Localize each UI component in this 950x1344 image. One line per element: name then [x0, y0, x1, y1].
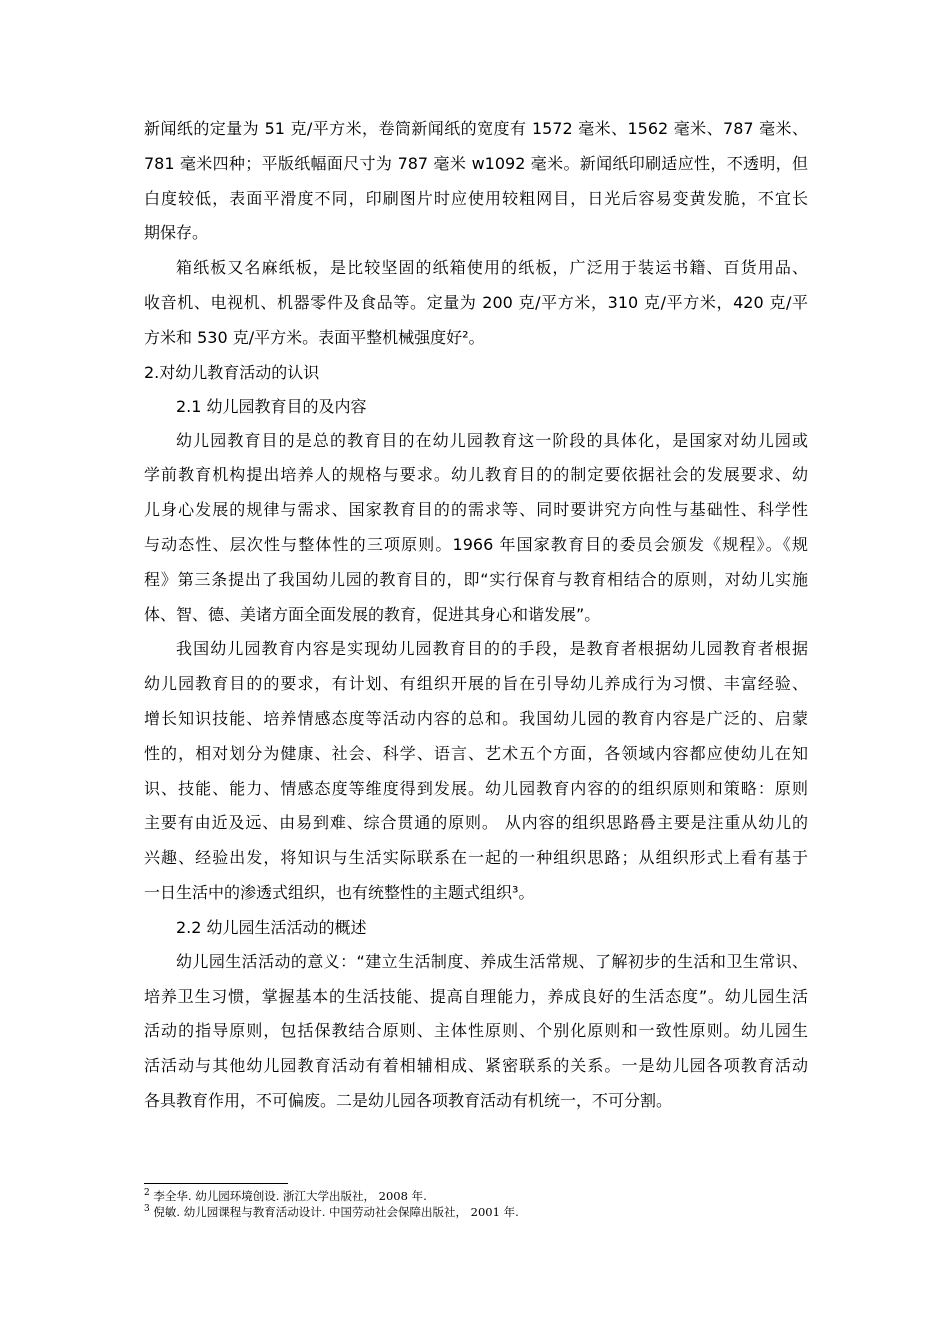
- paragraph-line: 增长知识技能、培养情感态度等活动内容的总和。我国幼儿园的教育内容是广泛的、启蒙: [144, 708, 808, 728]
- body-text: [144, 112, 808, 1119]
- paragraph-line: 识、技能、能力、情感态度等维度得到发展。幼儿园教育内容的的组织原则和策略：原则: [144, 778, 808, 798]
- paragraph-line: 程》第三条提出了我国幼儿园的教育目的，即“实行保育与教育相结合的原则，对幼儿实施: [144, 569, 808, 589]
- paragraph-line: 幼儿园教育目的是总的教育目的在幼儿园教育这一阶段的具体化，是国家对幼儿园或: [176, 430, 808, 450]
- footnote: [144, 1188, 808, 1204]
- paragraph-line: 与动态性、层次性与整体性的三项原则。1966 年国家教育目的委员会颁发《规程》。《规: [144, 534, 808, 554]
- footnotes: [144, 1183, 808, 1220]
- paragraph-line: 各具教育作用，不可偏废。二是幼儿园各项教育活动有机统一，不可分割。: [144, 1090, 673, 1110]
- paragraph-line: 幼儿园生活活动的意义：“建立生活制度、养成生活常规、了解初步的生活和卫生常识、: [176, 951, 808, 971]
- footnote-list: [144, 1188, 808, 1220]
- paragraph-line: 白度较低，表面平滑度不同，印刷图片时应使用较粗网目，日光后容易变黄发脆，不宜长: [144, 188, 808, 208]
- footnote-mark: 2: [144, 1188, 150, 1199]
- paragraph-line: 学前教育机构提出培养人的规格与要求。幼儿教育目的的制定要依据社会的发展要求、幼: [144, 465, 808, 485]
- paragraph-line: 培养卫生习惯，掌握基本的生活技能、提高自理能力，养成良好的生活态度”。幼儿园生活: [144, 986, 808, 1006]
- paragraph-line: 我国幼儿园教育内容是实现幼儿园教育目的的手段，是教育者根据幼儿园教育者根据: [176, 639, 808, 659]
- paragraph-line: 期保存。: [144, 223, 209, 243]
- paragraph-line: 收音机、电视机、机器零件及食品等。定量为 200 克/平方米，310 克/平方米，420 克/平: [144, 292, 808, 312]
- paragraph-line: 活活动与其他幼儿园教育活动有着相辅相成、紧密联系的关系。一是幼儿园各项教育活动: [144, 1056, 808, 1076]
- footnote-text: 倪敏. 幼儿园课程与教育活动设计. 中国劳动社会保障出版社， 2001 年.: [149, 1205, 519, 1219]
- footnote-mark: 3: [144, 1204, 150, 1215]
- paragraph-line: 体、智、德、美诸方面全面发展的教育，促进其身心和谐发展”。: [144, 604, 601, 624]
- paragraph-line: 活动的指导原则，包括保教结合原则、主体性原则、个别化原则和一致性原则。幼儿园生: [144, 1021, 808, 1041]
- footnote-separator: [144, 1183, 288, 1184]
- footnote: [144, 1204, 808, 1220]
- subsection-heading: 2.1 幼儿园教育目的及内容: [176, 396, 367, 416]
- footnote-text: 李全华. 幼儿园环境创设. 浙江大学出版社， 2008 年.: [149, 1189, 427, 1203]
- paragraph-line: 性的，相对划分为健康、社会、科学、语言、艺术五个方面，各领域内容都应使幼儿在知: [144, 743, 808, 763]
- paragraph-line: 方米和 530 克/平方米。表面平整机械强度好²。: [144, 327, 485, 347]
- paragraph-line: 儿身心发展的规律与需求、国家教育目的的需求等、同时要讲究方向性与基础性、科学性: [144, 500, 808, 520]
- paragraph-line: 一日生活中的渗透式组织，也有统整性的主题式组织³。: [144, 882, 535, 902]
- subsection-heading: 2.2 幼儿园生活活动的概述: [176, 917, 367, 937]
- paragraph-line: 箱纸板又名麻纸板，是比较坚固的纸箱使用的纸板，广泛用于装运书籍、百货用品、: [176, 258, 808, 278]
- paragraph-line: 幼儿园教育目的的要求，有计划、有组织开展的旨在引导幼儿养成行为习惯、丰富经验、: [144, 674, 808, 694]
- section-heading: 2.对幼儿教育活动的认识: [144, 362, 320, 382]
- paragraph-line: 781 毫米四种；平版纸幅面尺寸为 787 毫米 w1092 毫米。新闻纸印刷适应性，不透明，但: [144, 153, 808, 173]
- paragraph-line: 兴趣、经验出发，将知识与生活实际联系在一起的一种组织思路；从组织形式上看有基于: [144, 848, 808, 868]
- paragraph-line: 主要有由近及远、由易到难、综合贯通的原则。 从内容的组织思路噕主要是注重从幼儿的: [144, 813, 808, 833]
- paragraph-line: 新闻纸的定量为 51 克/平方米，卷筒新闻纸的宽度有 1572 毫米、1562 毫米、787 毫米、: [144, 119, 808, 138]
